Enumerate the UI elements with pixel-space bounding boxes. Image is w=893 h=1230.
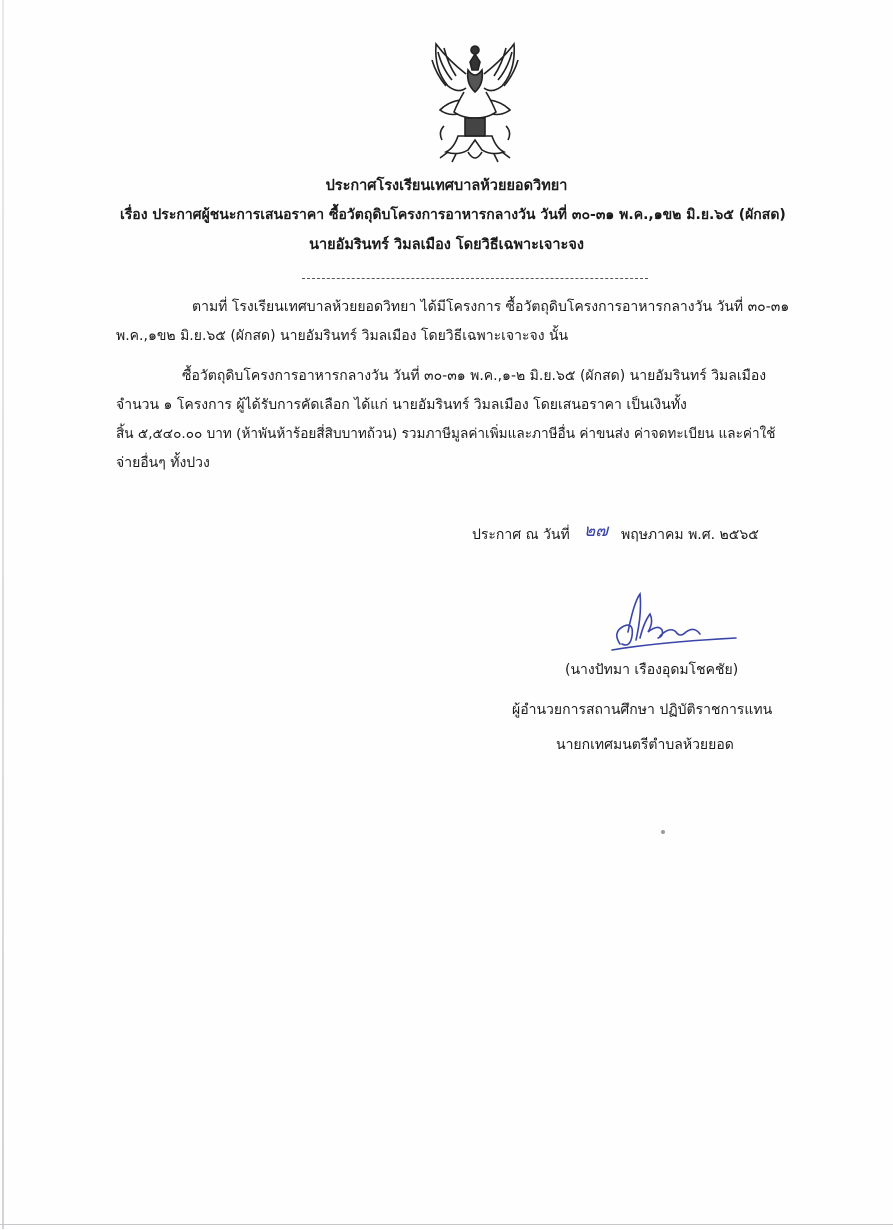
- dashed-divider: [302, 278, 648, 279]
- scan-speck: [661, 830, 665, 834]
- announce-date-prefix: ประกาศ ณ วันที่: [472, 527, 570, 543]
- paragraph-1-line-2: พ.ค.,๑ข๒ มิ.ย.๖๕ (ผักสด) นายอัมรินทร์ วิมลเมือง โดยวิธีเฉพาะเจาะจง นั้น: [116, 328, 569, 344]
- paragraph-2-line-2: จำนวน ๑ โครงการ ผู้ได้รับการคัดเลือก ได้แก่ นายอัมรินทร์ วิมลเมือง โดยเสนอราคา เป็นเงินทั้ง: [116, 397, 687, 413]
- paragraph-1-line-1: ตามที่ โรงเรียนเทศบาลห้วยยอดวิทยา ได้มีโครงการ ซื้อวัตถุดิบโครงการอาหารกลางวัน วันที่ ๓๐-๓๑: [192, 299, 790, 315]
- header-vendor: นายอัมรินทร์ วิมลเมือง โดยวิธีเฉพาะเจาะจง: [309, 237, 584, 253]
- signatory-position-1: ผู้อำนวยการสถานศึกษา ปฏิบัติราชการแทน: [512, 702, 773, 718]
- signatory-name: (นางปัทมา เรืองอุดมโชคชัย): [565, 662, 739, 678]
- paragraph-2-line-1: ซื้อวัตถุดิบโครงการอาหารกลางวัน วันที่ ๓๐-๓๑ พ.ค.,๑-๒ มิ.ย.๖๕ (ผักสด) นายอัมรินทร์ วิมลเมือง: [182, 368, 767, 384]
- signatory-position-2: นายกเทศมนตรีตำบลห้วยยอด: [556, 737, 734, 753]
- garuda-emblem-icon: [418, 40, 532, 166]
- announce-date-day-handwritten: ๒๗: [584, 521, 608, 541]
- header-title: ประกาศโรงเรียนเทศบาลห้วยยอดวิทยา: [325, 178, 568, 194]
- page-bottom-edge: [0, 1224, 893, 1230]
- announce-date-suffix: พฤษภาคม พ.ศ. ๒๕๖๕: [621, 527, 759, 543]
- header-subject: เรื่อง ประกาศผู้ชนะการเสนอราคา ซื้อวัตถุดิบโครงการอาหารกลางวัน วันที่ ๓๐-๓๑ พ.ค.,๑ข๒ มิ.ย.๖๕ (ผักสด): [120, 207, 786, 223]
- handwritten-signature: [610, 592, 740, 662]
- paragraph-2-line-4: จ่ายอื่นๆ ทั้งปวง: [116, 455, 210, 471]
- paragraph-2-line-3: สิ้น ๕,๕๔๐.๐๐ บาท (ห้าพันห้าร้อยสี่สิบบาทถ้วน) รวมภาษีมูลค่าเพิ่มและภาษีอื่น ค่าขนส่ง ค่าจดทะเบียน และค่าใช้: [116, 426, 776, 442]
